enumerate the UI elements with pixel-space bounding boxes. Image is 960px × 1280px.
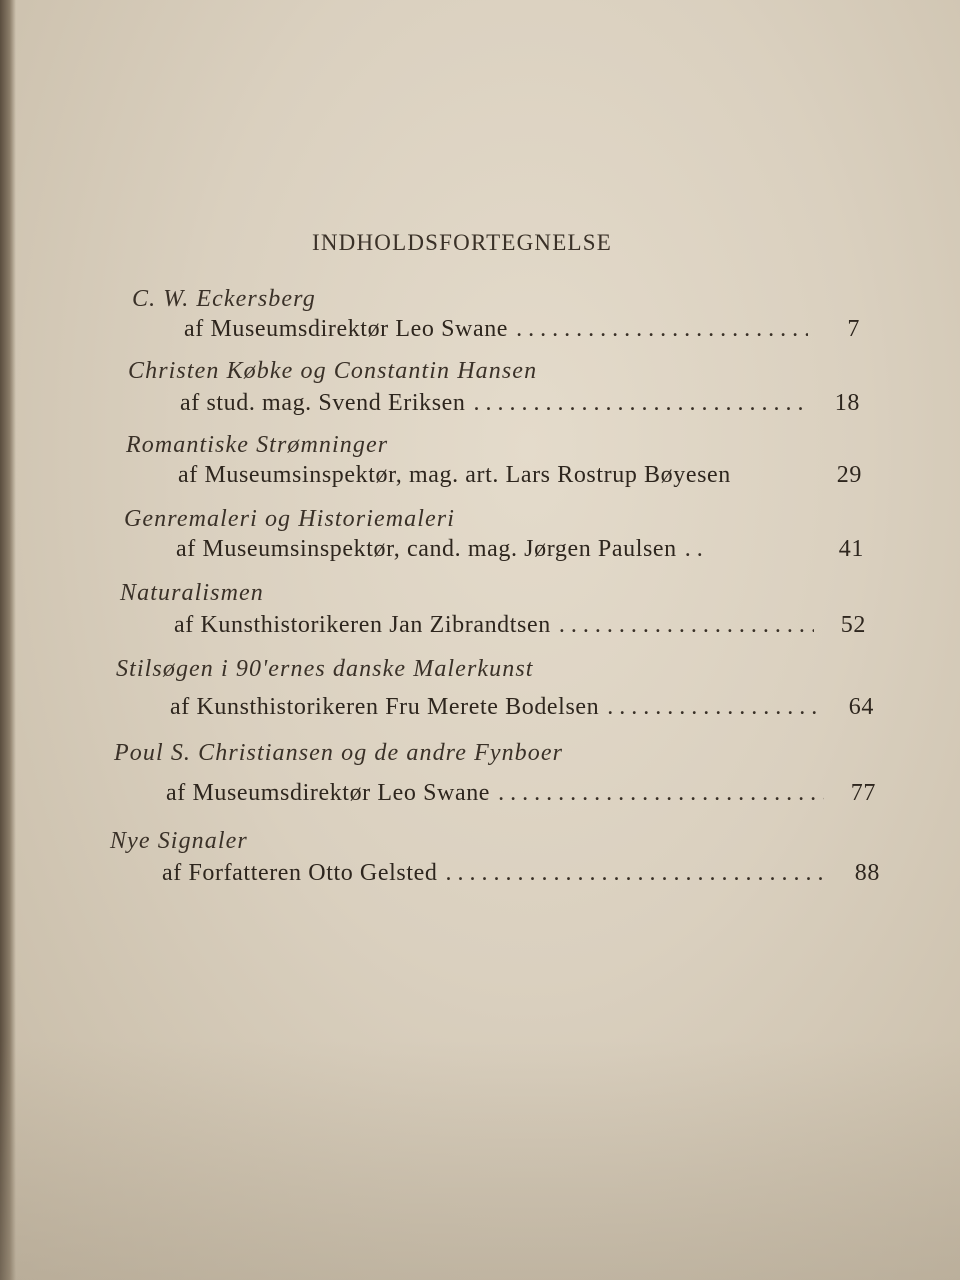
toc-entry-page-number: 64	[848, 694, 874, 720]
toc-entry-line	[176, 536, 864, 563]
toc-entry-author: af Museumsinspektør, cand. mag. Jørgen Paulsen	[176, 536, 677, 562]
toc-entry-author: af Forfatteren Otto Gelsted	[162, 860, 438, 886]
dot-leader	[516, 316, 808, 343]
toc-entry-line	[174, 612, 866, 639]
dot-leader	[474, 390, 809, 417]
contents-heading: INDHOLDSFORTEGNELSE	[312, 230, 612, 255]
toc-entry-title: Poul S. Christiansen og de andre Fynboer	[114, 740, 564, 766]
dot-leader	[559, 612, 814, 639]
toc-entry-page-number: 88	[854, 860, 880, 886]
toc-entry-page-number: 29	[836, 462, 862, 488]
toc-entry-author: af Museumsinspektør, mag. art. Lars Rostrup Bøyesen	[178, 462, 731, 488]
toc-entry-line	[166, 780, 876, 807]
toc-entry-title: Stilsøgen i 90'ernes danske Malerkunst	[116, 656, 534, 682]
toc-entry-author: af Kunsthistorikeren Fru Merete Bodelsen	[170, 694, 600, 720]
toc-entry-page-number: 52	[840, 612, 866, 638]
dot-leader	[685, 536, 812, 563]
toc-entry-line	[184, 316, 860, 343]
toc-entry-line	[162, 860, 880, 887]
toc-entry-title: C. W. Eckersberg	[132, 286, 316, 312]
toc-entry-title: Genremaleri og Historiemaleri	[124, 506, 455, 532]
toc-entry-page-number: 7	[847, 316, 860, 342]
toc-entry-line	[170, 694, 874, 721]
toc-entry-page-number: 77	[850, 780, 876, 806]
toc-entry-page-number: 18	[834, 390, 860, 416]
toc-entry-page-number: 41	[838, 536, 864, 562]
toc-entry-line	[178, 462, 862, 489]
toc-entry-author: af stud. mag. Svend Eriksen	[180, 390, 466, 416]
toc-entry-author: af Museumsdirektør Leo Swane	[166, 780, 491, 806]
toc-entry-author: af Kunsthistorikeren Jan Zibrandtsen	[174, 612, 551, 638]
toc-entry-title: Naturalismen	[120, 580, 264, 606]
toc-entry-title: Romantiske Strømninger	[126, 432, 389, 458]
toc-entry-title: Nye Signaler	[110, 828, 248, 854]
toc-entry-title: Christen Købke og Constantin Hansen	[128, 358, 538, 384]
dot-leader	[498, 780, 824, 807]
toc-entry-author: af Museumsdirektør Leo Swane	[184, 316, 509, 342]
dot-leader	[607, 694, 822, 721]
dot-leader	[445, 860, 828, 887]
toc-entry-line	[180, 390, 860, 417]
